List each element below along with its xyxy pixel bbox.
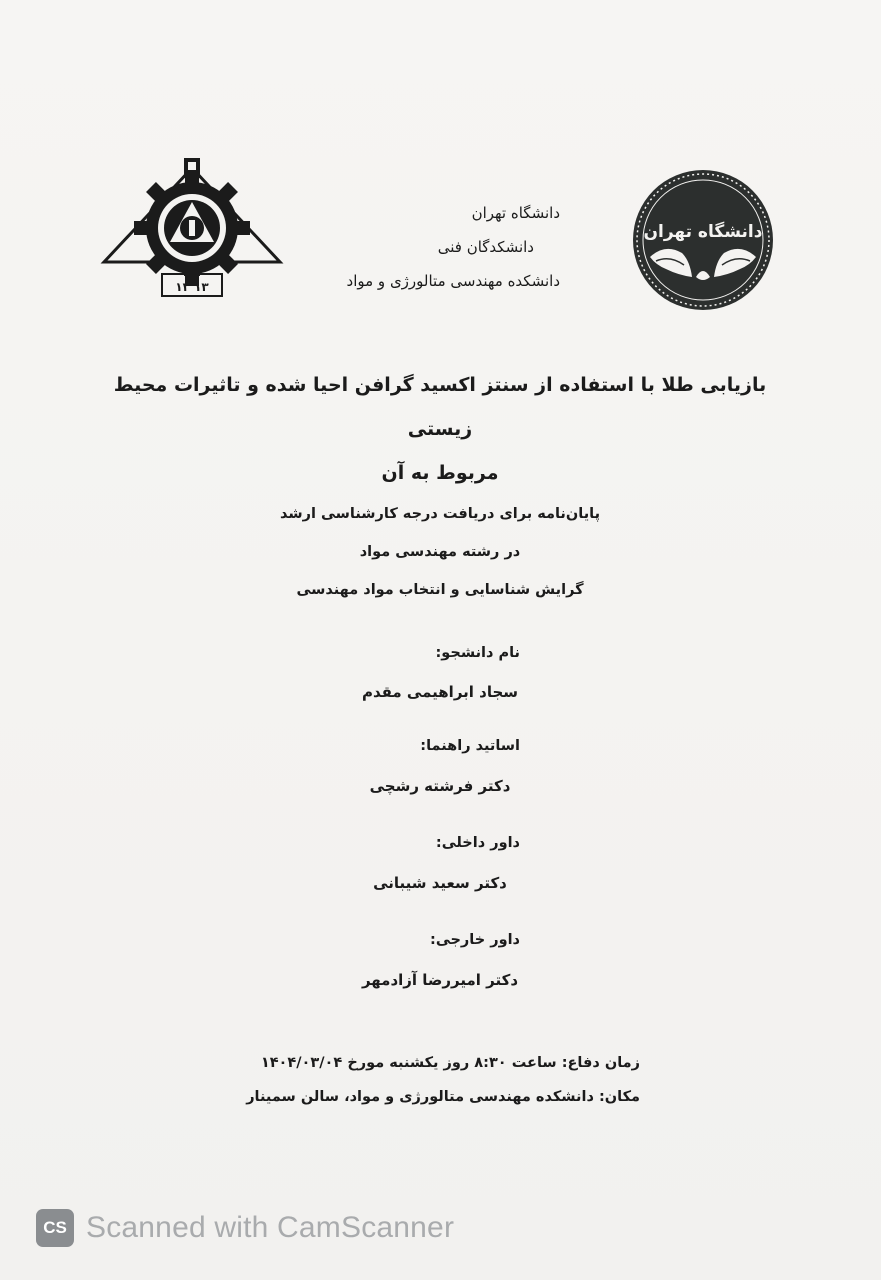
- faculty-name: دانشکده مهندسی متالورژی و مواد: [346, 272, 560, 290]
- defense-place: مکان: دانشکده مهندسی متالورژی و مواد، سالن سمینار: [246, 1089, 640, 1105]
- institution-header: [300, 196, 560, 298]
- student-name: سجاد ابراهیمی مقدم: [361, 683, 519, 701]
- camscanner-logo-icon: CS: [36, 1209, 74, 1247]
- college-name: دانشکدگان فنی: [437, 238, 534, 256]
- external-examiner-name: دکتر امیررضا آزادمهر: [361, 971, 519, 989]
- camscanner-watermark: [36, 1208, 454, 1248]
- defense-time: زمان دفاع: ساعت ۸:۳۰ روز یکشنبه مورخ ۱۴۰۴/۰۳/۰۴: [260, 1055, 640, 1071]
- advisor-name: دکتر فرشته رشچی: [369, 777, 511, 795]
- seal-lettering: دانشگاه تهران: [643, 222, 763, 242]
- degree-line1: پایان‌نامه برای دریافت درجه کارشناسی ارشد: [279, 506, 601, 522]
- degree-line3: گرایش شناسایی و انتخاب مواد مهندسی: [296, 582, 584, 598]
- degree-line2: در رشته مهندسی مواد: [359, 544, 521, 560]
- external-examiner-label: داور خارجی:: [430, 932, 520, 948]
- university-name: دانشگاه تهران: [471, 204, 560, 222]
- advisor-label: اساتید راهنما:: [420, 738, 520, 754]
- student-label: نام دانشجو:: [435, 645, 520, 661]
- thesis-title: [80, 363, 800, 495]
- degree-info: [240, 495, 640, 609]
- thesis-title-line1: بازیابی طلا با استفاده از سنتز اکسید گرافن احیا شده و تاثیرات محیط زیستی: [113, 374, 767, 440]
- faculty-emblem-icon: [100, 154, 284, 304]
- internal-examiner-name: دکتر سعید شیبانی: [373, 874, 507, 892]
- internal-examiner-label: داور داخلی:: [435, 835, 520, 851]
- university-of-tehran-seal-icon: [630, 165, 776, 315]
- thesis-title-line2: مربوط به آن: [381, 462, 499, 484]
- watermark-text: Scanned with CamScanner: [86, 1211, 455, 1244]
- emblem-lettering: ۱۳ ۱۳: [175, 280, 209, 294]
